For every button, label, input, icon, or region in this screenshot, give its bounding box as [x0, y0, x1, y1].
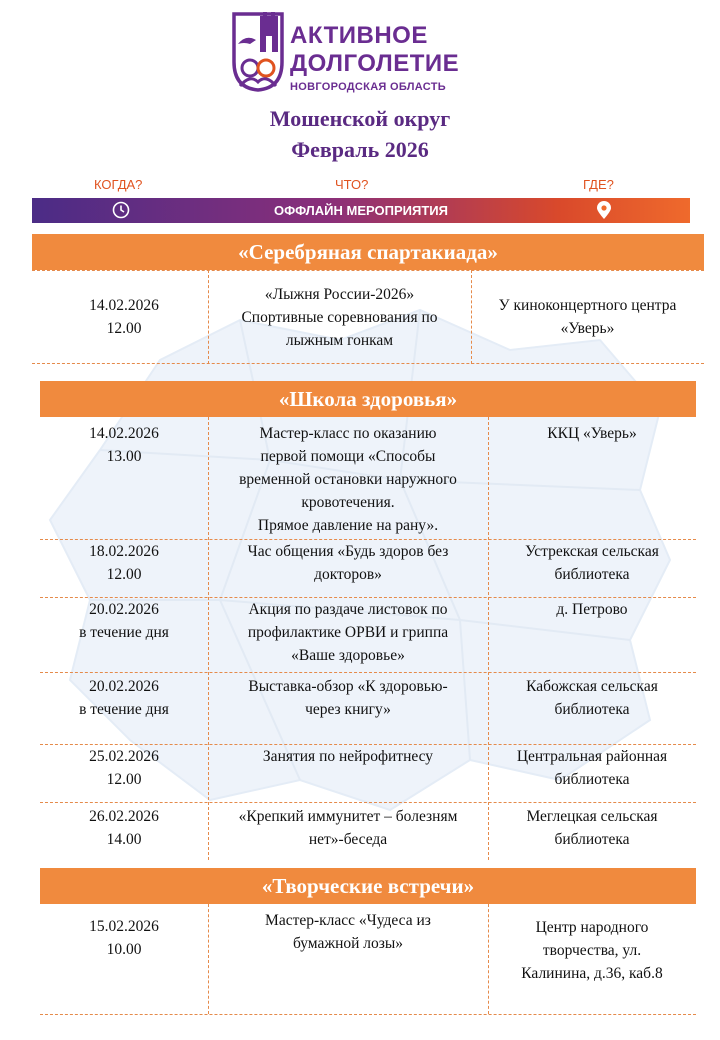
event-where-line: Меглецкая сельская	[526, 808, 658, 825]
emblem-icon	[230, 10, 286, 92]
event-what-line: бумажной лозы»	[292, 935, 404, 952]
event-what-line: Выставка-обзор «К здоровью-	[248, 678, 448, 695]
event-where-line: Кабожская сельская	[526, 678, 658, 695]
column-where: ГДЕ?	[583, 177, 614, 192]
event-what-line: лыжным гонкам	[285, 332, 394, 349]
event-what-line: «Лыжня России-2026»	[264, 286, 415, 303]
event-what-line: через книгу»	[305, 701, 391, 718]
event-where	[488, 422, 696, 445]
event-where-line: д. Петрово	[556, 601, 628, 618]
event-what-line: нет»-беседа	[308, 831, 388, 848]
event-what	[208, 422, 488, 537]
event-when	[40, 294, 208, 340]
event-time: в течение дня	[79, 701, 169, 718]
logo-line2: ДОЛГОЛЕТИЕ	[290, 50, 460, 77]
event-date: 14.02.2026	[89, 297, 159, 314]
column-what: ЧТО?	[335, 177, 369, 192]
event-what	[208, 675, 488, 721]
event-what-line: Спортивные соревнования по	[241, 309, 438, 326]
event-what-line: «Ваше здоровье»	[291, 647, 405, 664]
event-where	[488, 745, 696, 791]
event-where-line: библиотека	[554, 831, 630, 848]
event-where-line: ККЦ «Уверь»	[547, 425, 637, 442]
event-where-line: библиотека	[554, 701, 630, 718]
event-where	[488, 916, 696, 985]
event-what-line: Прямое давление на рану».	[257, 517, 439, 534]
event-time: 12.00	[106, 771, 142, 788]
event-what	[208, 909, 488, 955]
event-when	[40, 675, 208, 721]
event-date: 18.02.2026	[89, 543, 159, 560]
event-what-line: Занятия по нейрофитнесу	[262, 748, 434, 765]
event-what	[208, 598, 488, 667]
event-what-line: Мастер-класс по оказанию	[259, 425, 437, 442]
event-where	[488, 540, 696, 586]
event-time: 14.00	[106, 831, 142, 848]
event-what-line: докторов»	[314, 566, 382, 583]
offline-events-label: ОФФЛАЙН МЕРОПРИЯТИЯ	[274, 203, 448, 218]
month-title: Февраль 2026	[291, 137, 429, 162]
row-divider	[40, 1014, 696, 1015]
column-divider	[488, 417, 489, 860]
event-date: 25.02.2026	[89, 748, 159, 765]
event-where	[488, 805, 696, 851]
event-what-line: кровотечения.	[301, 494, 395, 511]
row-divider	[40, 672, 696, 673]
event-date: 20.02.2026	[89, 678, 159, 695]
row-divider	[32, 363, 704, 364]
row-divider	[40, 802, 696, 803]
offline-events-bar	[32, 198, 690, 223]
location-pin-icon	[596, 201, 612, 220]
event-when	[40, 598, 208, 644]
event-what-line: Час общения «Будь здоров без	[247, 543, 449, 560]
event-what	[208, 283, 471, 352]
event-where-line: У киноконцертного центра	[498, 297, 677, 314]
event-what	[208, 805, 488, 851]
event-where	[488, 675, 696, 721]
logo	[230, 10, 500, 95]
event-when	[40, 422, 208, 468]
event-when	[40, 540, 208, 586]
section-title: «Серебряная спартакиада»	[32, 234, 704, 270]
event-time: 12.00	[106, 320, 142, 337]
event-date: 14.02.2026	[89, 425, 159, 442]
event-when	[40, 745, 208, 791]
event-where-line: Калинина, д.36, каб.8	[521, 965, 663, 982]
event-where	[488, 598, 696, 621]
event-where-line: Устрекская сельская	[525, 543, 659, 560]
event-what-line: первой помощи «Способы	[260, 448, 436, 465]
row-divider	[32, 270, 704, 271]
event-where-line: творчества, ул.	[542, 942, 642, 959]
event-time: 13.00	[106, 448, 142, 465]
event-what	[208, 540, 488, 586]
event-what-line: временной остановки наружного	[239, 471, 457, 488]
event-when	[40, 915, 208, 961]
event-what-line: Мастер-класс «Чудеса из	[265, 912, 431, 929]
event-time: 12.00	[106, 566, 142, 583]
section-title: «Творческие встречи»	[40, 868, 696, 904]
logo-line3: НОВГОРОДСКАЯ ОБЛАСТЬ	[290, 81, 446, 93]
event-date: 15.02.2026	[89, 918, 159, 935]
event-date: 26.02.2026	[89, 808, 159, 825]
event-date: 20.02.2026	[89, 601, 159, 618]
event-what	[208, 745, 488, 768]
event-where-line: Центр народного	[535, 919, 649, 936]
column-when: КОГДА?	[94, 177, 143, 192]
event-where	[471, 294, 704, 340]
logo-line1: АКТИВНОЕ	[290, 22, 428, 49]
event-where-line: библиотека	[554, 566, 630, 583]
event-what-line: Акция по раздаче листовок по	[248, 601, 448, 618]
column-headers	[0, 177, 720, 195]
event-time: 10.00	[106, 941, 142, 958]
event-what-line: «Крепкий иммунитет – болезням	[238, 808, 458, 825]
event-time: в течение дня	[79, 624, 169, 641]
section-title: «Школа здоровья»	[40, 381, 696, 417]
event-where-line: библиотека	[554, 771, 630, 788]
event-what-line: профилактике ОРВИ и гриппа	[247, 624, 449, 641]
event-when	[40, 805, 208, 851]
event-where-line: Центральная районная	[516, 748, 668, 765]
event-where-line: «Уверь»	[560, 320, 615, 337]
district-title: Мошенской округ	[269, 106, 451, 131]
